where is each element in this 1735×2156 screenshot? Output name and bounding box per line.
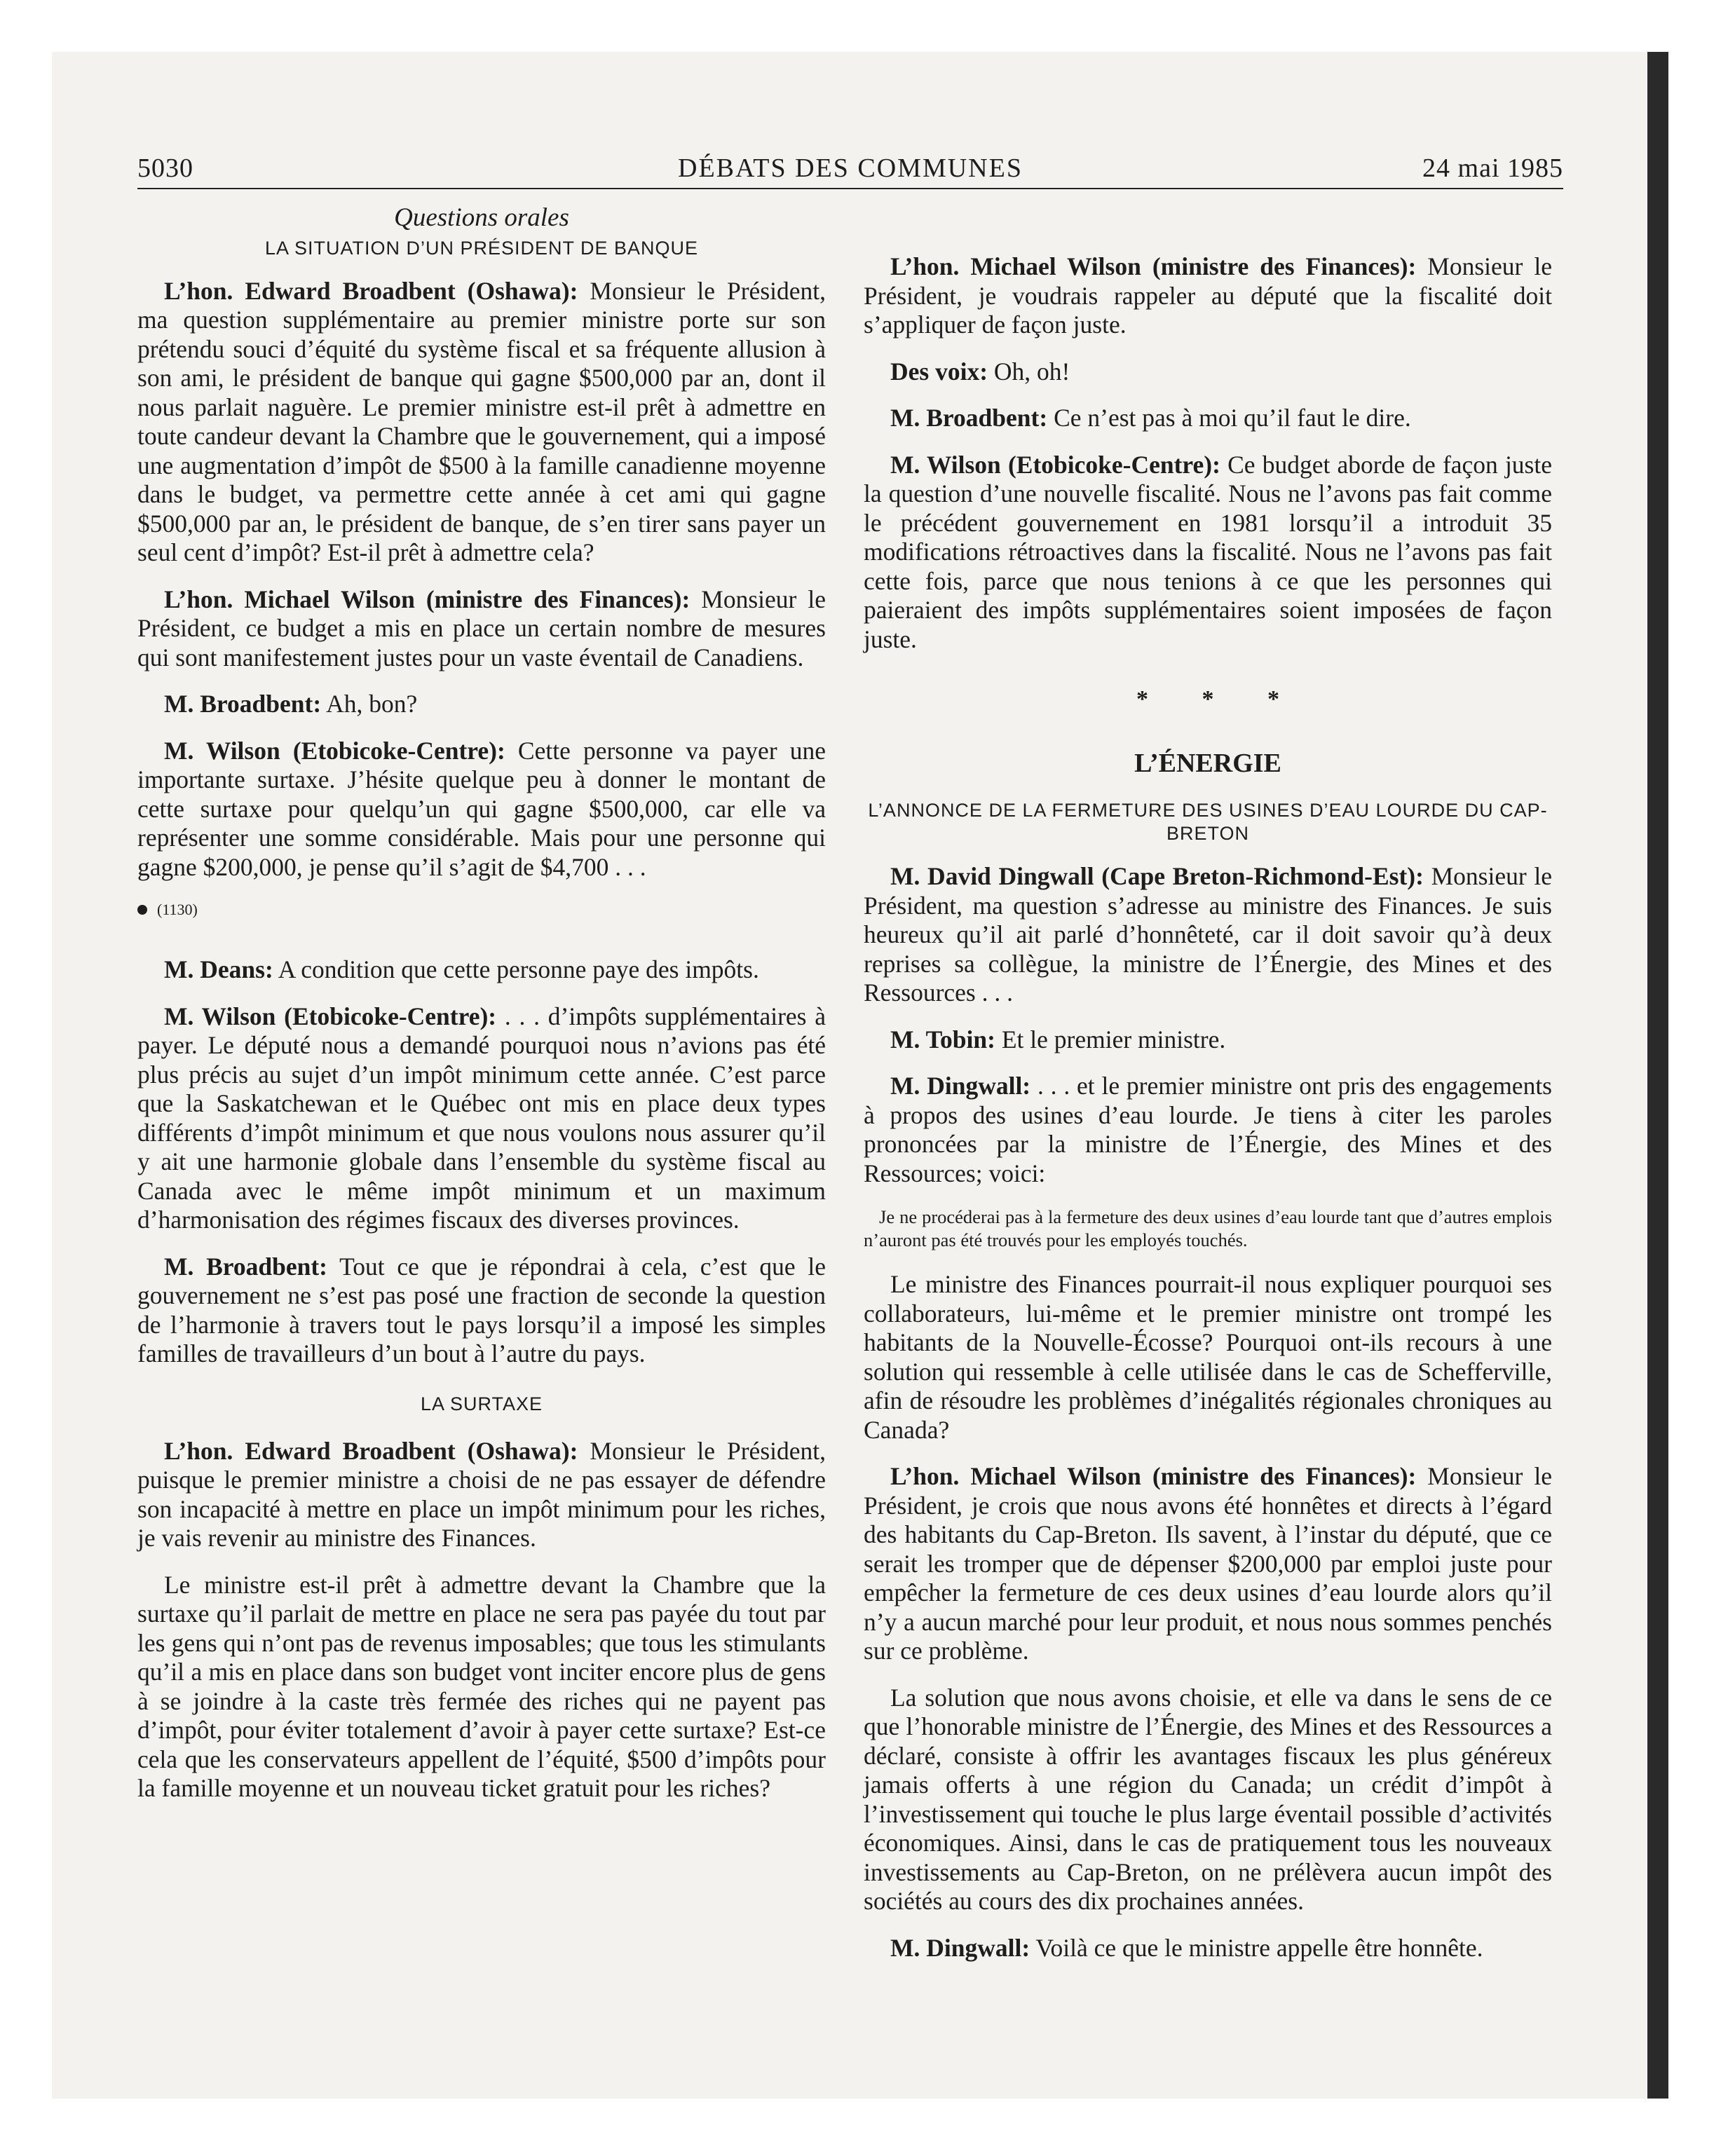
speech-text: Le ministre est-il prêt à admettre devant la Chambre que la surtaxe qu’il parlait de mettre en place ne sera pas payée du tout par les gens qui n’ont pas de revenus imposables; que tous les stimulants qu’il a mis en place dans son budget vont inciter encore plus de gens à se joindre à la caste très fermée des riches qui ne payent pas d’impôt, pour éviter totalement d’avoir à payer cette surtaxe? Est-ce cela que les conservateurs appellent de l’équité, $500 d’impôts pour la famille moyenne et un nouveau ticket gratuit pour les riches? (137, 1570, 826, 1802)
speech-text: Oh, oh! (988, 357, 1070, 386)
speaker-name: L’hon. Edward Broadbent (Oshawa): (164, 1436, 578, 1465)
speech-paragraph (864, 1072, 1552, 1188)
subheading: LA SITUATION D’UN PRÉSIDENT DE BANQUE (264, 237, 699, 259)
speaker-name: M. Tobin: (890, 1025, 995, 1053)
speech-paragraph (137, 955, 826, 985)
speech-paragraph (137, 1002, 826, 1235)
speech-paragraph (864, 1462, 1552, 1666)
speech-paragraph (864, 252, 1552, 340)
speech-text: Le ministre des Finances pourrait-il nous expliquer pourquoi ses collaborateurs, lui-même et le premier ministre ont trompé les habitants de la Nouvelle-Écosse? Pourquoi ont-ils recours à une solution qui ressemble à celle utilisée dans le cas de Schefferville, afin de résoudre les problèmes d’inégalités régionales chroniques au Canada? (864, 1270, 1552, 1444)
speaker-name: L’hon. Michael Wilson (ministre des Finances): (890, 252, 1417, 280)
speech-paragraph (137, 585, 826, 673)
speaker-name: M. David Dingwall (Cape Breton-Richmond-Est): (890, 862, 1424, 890)
time-marker (137, 899, 826, 920)
speaker-name: Des voix: (890, 357, 988, 386)
speech-text: Monsieur le Président, je voudrais rappeler au député que la fiscalité doit s’appliquer de façon juste. (864, 252, 1552, 339)
right-column (864, 252, 1552, 1980)
speech-text: Monsieur le Président, ce budget a mis en place un certain nombre de mesures qui sont manifestement justes pour un vaste éventail de Canadiens. (137, 585, 826, 671)
speech-paragraph (864, 1934, 1552, 1963)
speech-paragraph (137, 1253, 826, 1369)
publication-title: DÉBATS DES COMMUNES (678, 153, 1023, 183)
page-header (137, 153, 1563, 189)
speaker-name: L’hon. Edward Broadbent (Oshawa): (164, 276, 578, 305)
speech-paragraph (864, 404, 1552, 433)
speech-paragraph (864, 451, 1552, 655)
block-quote: Je ne procéderai pas à la fermeture des deux usines d’eau lourde tant que d’autres emplois n’auront pas été trouvés pour les employés touchés. (864, 1206, 1552, 1250)
speech-text: Ah, bon? (321, 690, 418, 718)
speaker-name: M. Broadbent: (164, 1252, 328, 1281)
speaker-name: M. Wilson (Etobicoke-Centre): (890, 450, 1220, 479)
speech-text: Tout ce que je répondrai à cela, c’est que le gouvernement ne s’est pas posé une fraction de seconde la question de l’harmonie à travers tout le pays lorsqu’il a imposé les simples familles de travailleurs d’un bout à l’autre du pays. (137, 1252, 826, 1367)
speech-text: Monsieur le Président, ma question supplémentaire au premier ministre porte sur son prétendu souci d’équité du système fiscal et sa fréquente allusion à son ami, le président de banque qui gagne $500,000 par an, dont il nous parlait naguère. Le premier ministre est-il prêt à admettre en toute candeur devant la Chambre que le gouvernement, qui a imposé une augmentation d’impôt de $500 à la famille canadienne moyenne dans le budget, va permettre cette année à cet ami qui gagne $500,000 par an, le président de banque, de s’en tirer sans payer un seul cent d’impôt? Est-il prêt à admettre cela? (137, 276, 826, 566)
speech-text: Monsieur le Président, puisque le premier ministre a choisi de ne pas essayer de défendre son incapacité à mettre en place un impôt minimum pour les riches, je vais revenir au ministre des Finances. (137, 1436, 826, 1552)
speaker-name: M. Dingwall: (890, 1933, 1030, 1962)
speaker-name: M. Broadbent: (164, 690, 322, 718)
speech-text: Voilà ce que le ministre appelle être honnête. (1030, 1933, 1483, 1962)
scan-edge-shadow (1647, 52, 1668, 2099)
issue-date: 24 mai 1985 (1422, 153, 1563, 183)
speaker-name: L’hon. Michael Wilson (ministre des Finances): (164, 585, 690, 613)
speech-paragraph (864, 1270, 1552, 1445)
speech-text: Cette personne va payer une importante surtaxe. J’hésite quelque peu à donner le montant de cette surtaxe pour quelqu’un qui gagne $500,000, car elle va représenter une somme considérable. Mais pour une personne qui gagne $200,000, je pense qu’il s’agit de $4,700 . . . (137, 736, 826, 881)
section-separator: * * * (1136, 686, 1303, 712)
speech-paragraph (137, 277, 826, 568)
subheading: L’ANNONCE DE LA FERMETURE DES USINES D’EAU LOURDE DU CAP-BRETON (868, 800, 1548, 844)
speaker-name: M. Wilson (Etobicoke-Centre): (164, 736, 505, 765)
speaker-name: L’hon. Michael Wilson (ministre des Finances): (890, 1462, 1417, 1490)
speech-paragraph (864, 1025, 1552, 1055)
speech-text: Ce budget aborde de façon juste la question d’une nouvelle fiscalité. Nous ne l’avons pas fait comme le précédent gouvernement en 1981 lorsqu’il a introduit 35 modifications rétroactives dans la fiscalité. Nous ne l’avons pas fait cette fois, parce que nous tenions à ce que les personnes qui paieraient des impôts supplémentaires soient imposées de façon juste. (864, 450, 1552, 653)
speaker-name: M. Wilson (Etobicoke-Centre): (164, 1002, 497, 1030)
speech-text: La solution que nous avons choisie, et elle va dans le sens de ce que l’honorable ministre de l’Énergie, des Mines et des Ressources a déclaré, consiste à offrir les avantages fiscaux les plus généreux jamais offerts à une région du Canada; un crédit d’impôt à l’investissement qui touche le plus large éventail possible d’activités économiques. Ainsi, dans le cas de pratiquement tous les nouveaux investissements au Cap-Breton, on ne prélèvera aucun impôt des sociétés au cours des dix prochaines années. (864, 1683, 1552, 1915)
speech-text: A condition que cette personne paye des impôts. (273, 955, 759, 983)
speech-text: Monsieur le Président, je crois que nous avons été honnêtes et directs à l’égard des habitants du Cap-Breton. Ils savent, à l’instar du député, que ce serait les tromper que de dépenser $200,000 par emploi juste pour empêcher la fermeture de ces deux usines d’eau lourde alors qu’il n’y a aucun marché pour leur produit, et nous nous sommes penchés sur ce problème. (864, 1462, 1552, 1665)
bullet-dot-icon (137, 905, 147, 915)
speech-paragraph (864, 862, 1552, 1008)
section-title: Questions orales (394, 203, 569, 232)
speech-text: Et le premier ministre. (995, 1025, 1226, 1053)
speaker-name: M. Broadbent: (890, 404, 1048, 432)
time-marker-label: (1130) (157, 901, 198, 918)
speaker-name: M. Dingwall: (890, 1072, 1031, 1100)
speech-paragraph (864, 357, 1552, 387)
page-number: 5030 (137, 153, 193, 183)
speech-paragraph (137, 737, 826, 882)
speech-paragraph (137, 1437, 826, 1553)
speech-text: . . . et le premier ministre ont pris des engagements à propos des usines d’eau lourde. Je tiens à citer les paroles prononcées par la ministre de l’Énergie, des Mines et des Ressources; voici: (864, 1072, 1552, 1187)
speech-paragraph (137, 1571, 826, 1803)
left-column (137, 203, 826, 1821)
speech-text: . . . d’impôts supplémentaires à payer. Le député nous a demandé pourquoi nous n’avions pas été plus précis au sujet d’un impôt minimum cette année. C’est parce que la Saskatchewan et le Québec ont mis en place deux types différents d’impôt minimum et que nous voulons nous assurer qu’il y ait une harmonie globale dans l’ensemble du système fiscal au Canada avec le même impôt minimum et un maximum d’harmonisation des régimes fiscaux des diverses provinces. (137, 1002, 826, 1234)
speech-paragraph (864, 1684, 1552, 1916)
speaker-name: M. Deans: (164, 955, 273, 983)
subheading: LA SURTAXE (420, 1393, 543, 1414)
speech-paragraph (137, 690, 826, 719)
speech-text: Monsieur le Président, ma question s’adresse au ministre des Finances. Je suis heureux qu’il ait parlé d’honnêteté, car il doit savoir qu’à deux reprises sa collègue, la ministre de l’Énergie, des Mines et des Ressources . . . (864, 862, 1552, 1007)
speech-text: Ce n’est pas à moi qu’il faut le dire. (1047, 404, 1411, 432)
section-heading: L’ÉNERGIE (1134, 748, 1281, 778)
